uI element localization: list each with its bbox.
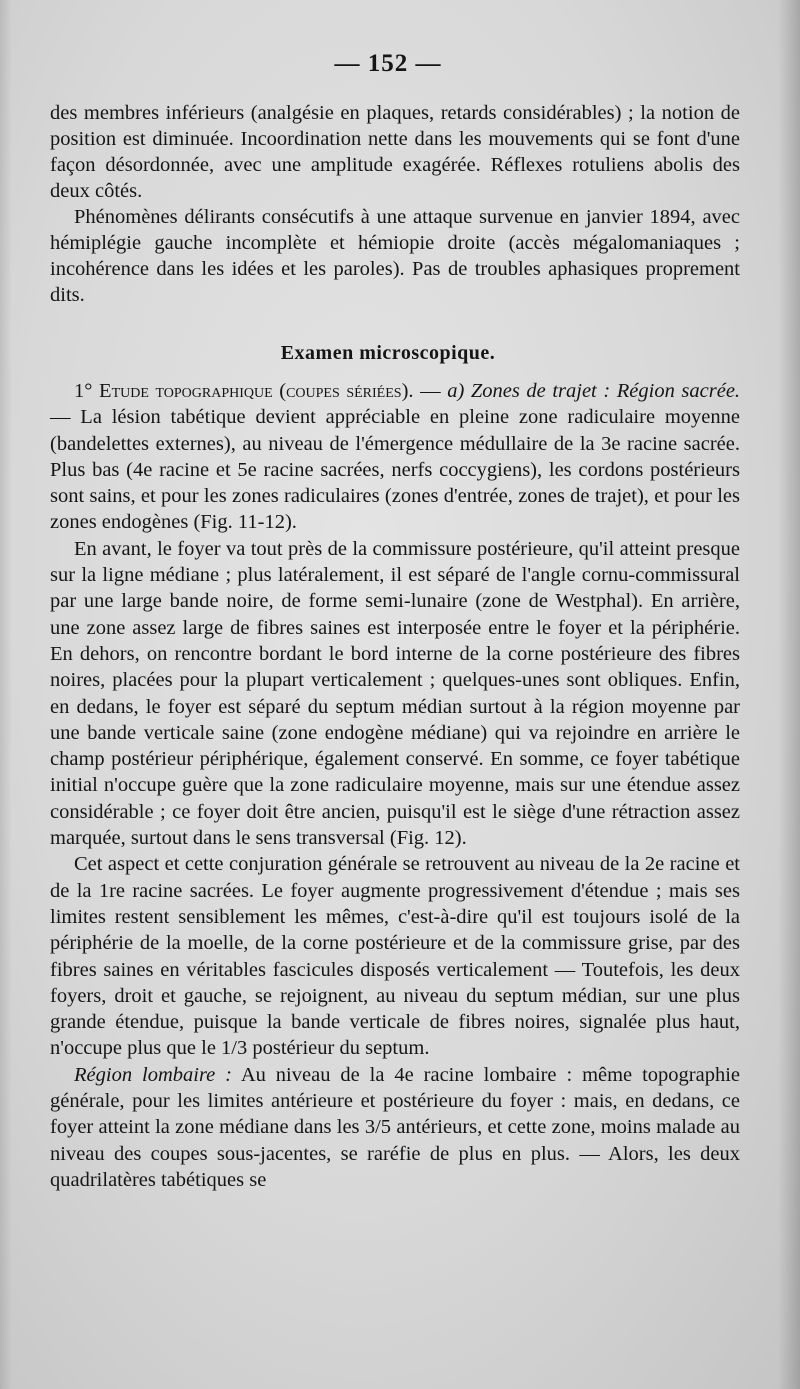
section-body: — La lésion tabétique devient appréciable en pleine zone radiculaire moyenne (bandelettes externes), au niveau de l'émergence médullaire de la 3e racine sacrée. Plus bas (4e racine et 5e racine sacrées, nerfs coccygiens), les cordons postérieurs sont sains, et pour les zones radiculaires (zones d'entrée, zones de trajet), et pour les zones endogènes (Fig. 11-12). [50,406,740,534]
page-edge-shadow-right [778,0,800,1389]
region-label-sacree: Région sacrée. [616,380,741,402]
section-subtitle: a) Zones de trajet : [447,380,611,402]
paragraph-membres: des membres inférieurs (analgésie en plaques, retards considérables) ; la notion de position est diminuée. Incoordination nette dans les mouvements qui se font d'une façon désordonnée, avec une amplitude exagérée. Réflexes rotuliens abolis des deux côtés. [50,102,740,202]
page-edge-shadow-left [0,0,12,1389]
section-title: Etude topographique (coupes sériées). [99,380,414,402]
section-heading: Examen microscopique. [280,342,496,364]
section-number: 1° [74,380,93,402]
top-text-block [50,100,740,308]
paragraph-etude [50,378,740,536]
lombaire-body: Au niveau de la 4e racine lombaire : même topographie générale, pour les limites antérieure et postérieure du foyer : mais, en dedans, ce foyer atteint la zone médiane dans les 3/5 antérieurs, et cette zone, moins malade au niveau des coupes sous-jacentes, se raréfie de plus en plus. — Alors, les deux quadrilatères tabétiques se [50,1063,741,1191]
paragraph-phenomenes: Phénomènes délirants consécutifs à une attaque survenue en janvier 1894, avec hémiplégie gauche incomplète et hémiopie droite (accès mégalomaniaques ; incohérence dans les idées et les paroles). Pas de troubles aphasiques proprement dits. [50,206,740,306]
page-number: — 152 — [334,50,442,77]
paragraph-lombaire [50,1062,740,1193]
paragraph-cet-aspect: Cet aspect et cette conjuration générale se retrouvent au niveau de la 2e racine et de la 1re racine sacrées. Le foyer augmente progressivement d'étendue ; mais ses limites restent sensiblement les mêmes, c'est-à-dire qu'il est toujours isolé de la périphérie de la moelle, de la corne postérieure et de la commissure grise, par des fibres saines en véritables fascicules disposés verticalement — Toutefois, les deux foyers, droit et gauche, se rejoignent, au niveau du septum médian, sur une plus grande étendue, puisque la bande verticale de fibres noires, signalée plus haut, n'occupe plus que le 1/3 postérieur du septum. [50,853,740,1060]
section-dash: — [420,380,441,402]
region-label-lombaire: Région lombaire : [74,1063,233,1086]
paragraph-en-avant: En avant, le foyer va tout près de la commissure postérieure, qu'il atteint presque sur la ligne médiane ; plus latéralement, il est séparé de l'angle cornu-commissural par une large bande noire, de forme semi-lunaire (zone de Westphal). En arrière, une zone assez large de fibres saines est interposée entre le foyer et la périphérie. En dehors, on rencontre bordant le bord interne de la corne postérieure des fibres noires, placées pour la plupart verticalement ; quelques-unes sont obliques. Enfin, en dedans, le foyer est séparé du septum médian surtout à la région moyenne par une bande verticale saine (zone endogène médiane) qui va rejoindre en arrière le champ postérieur périphérique, également conservé. En somme, ce foyer tabétique initial n'occupe guère que la zone radiculaire moyenne, mais sur une étendue assez considérable ; ce foyer doit être ancien, puisqu'il est le siège d'une rétraction assez marquée, surtout dans le sens transversal (Fig. 12). [50,537,740,850]
section-text-block [50,378,740,1193]
